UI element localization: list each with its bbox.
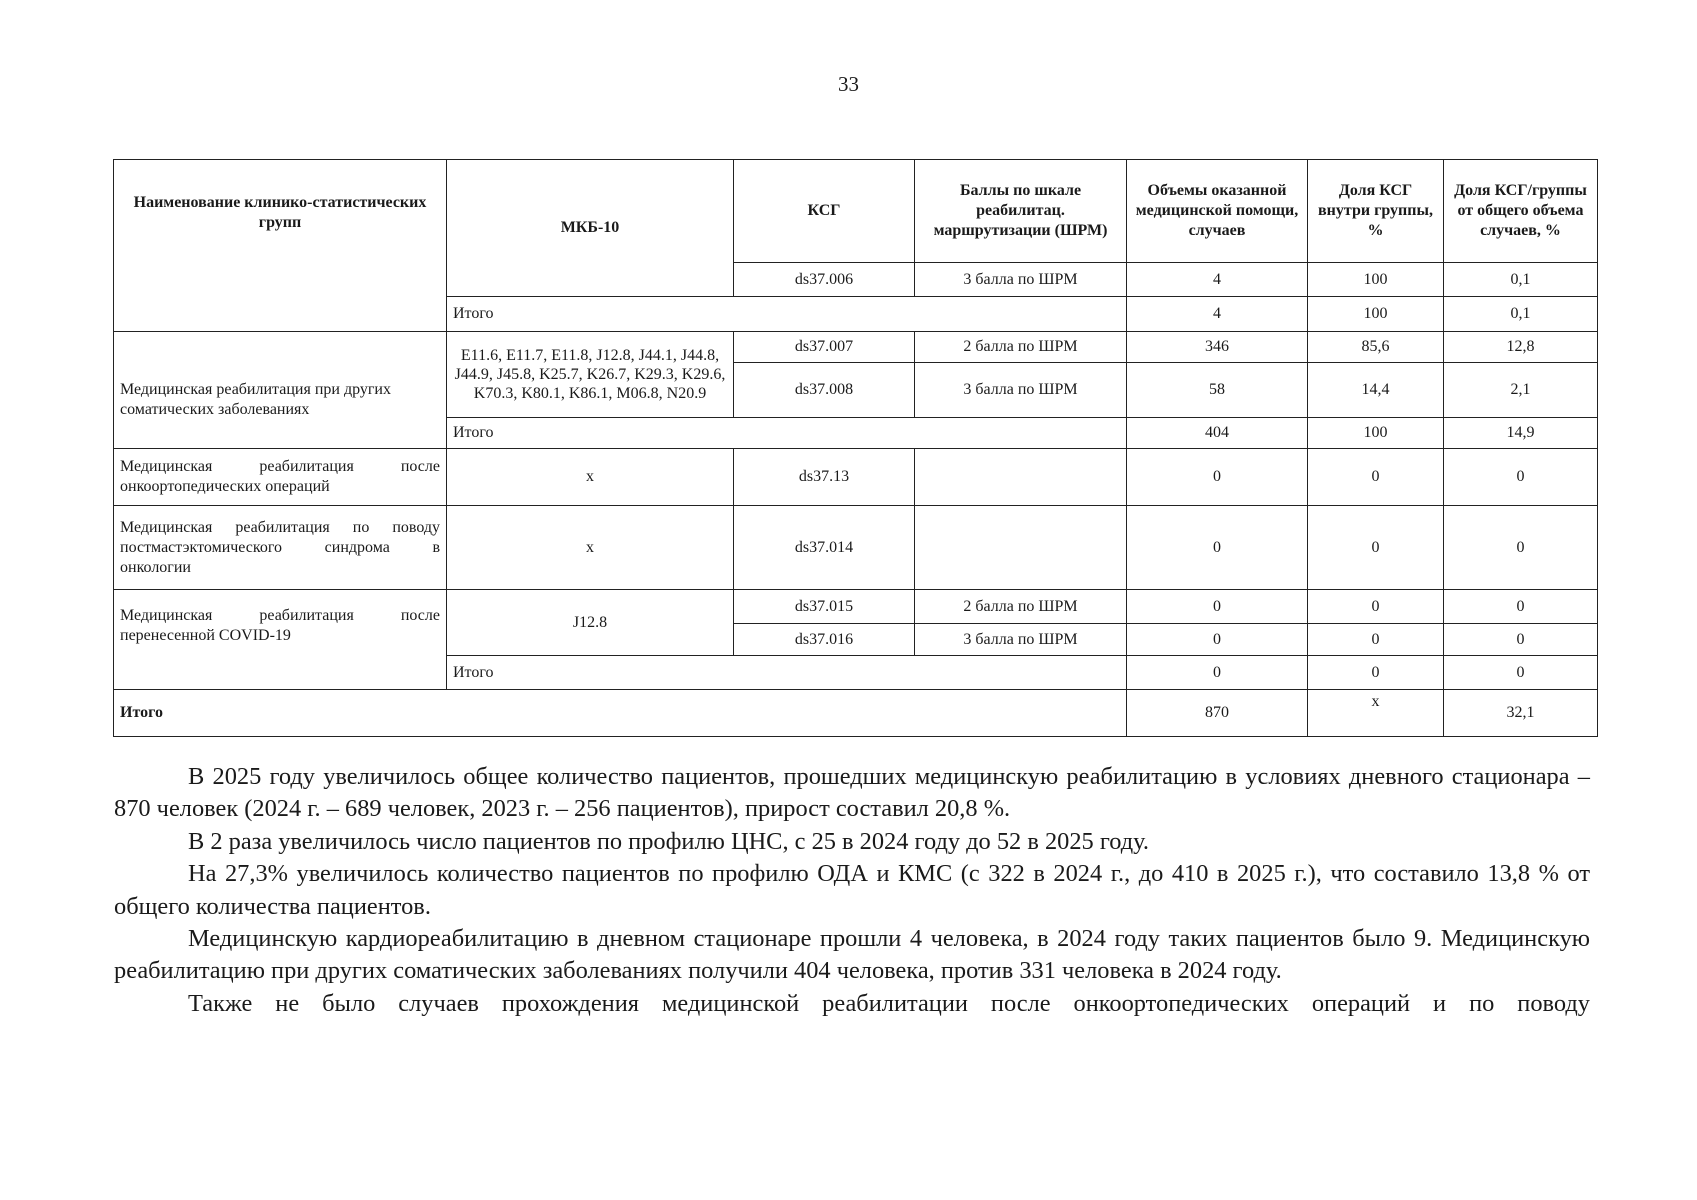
share-total-cell: 0,1 — [1444, 263, 1598, 297]
share-total-cell: 0 — [1444, 624, 1598, 656]
header-shrm: Баллы по шкале реабилитац. маршрутизации (ШРМ) — [915, 160, 1127, 263]
body-text — [114, 761, 1590, 1020]
grand-total-label: Итого — [114, 690, 1127, 737]
paragraph: Также не было случаев прохождения медицинской реабилитации после онкоортопедических операций и по поводу — [188, 989, 1590, 1017]
share-total-cell: 0 — [1444, 506, 1598, 590]
share-group-cell: 100 — [1308, 418, 1444, 449]
ksg-cell: ds37.014 — [734, 506, 915, 590]
volume-cell: 4 — [1127, 297, 1308, 332]
volume-cell: 870 — [1127, 690, 1308, 737]
share-total-cell: 12,8 — [1444, 332, 1598, 363]
group-name-cell — [114, 590, 447, 690]
header-row — [114, 160, 1598, 263]
volume-cell: 346 — [1127, 332, 1308, 363]
volume-cell: 0 — [1127, 656, 1308, 690]
group-name-cell: Медицинская реабилитация при других соматических заболеваниях — [114, 332, 447, 449]
share-group-cell: 0 — [1308, 506, 1444, 590]
grand-total-row — [114, 690, 1598, 737]
volume-cell: 0 — [1127, 590, 1308, 624]
mkb-cell: J12.8 — [447, 590, 734, 656]
subtotal-label: Итого — [447, 418, 1127, 449]
share-total-cell: 0 — [1444, 656, 1598, 690]
share-group-cell: 85,6 — [1308, 332, 1444, 363]
header-ksg: КСГ — [734, 160, 915, 263]
header-mkb: МКБ-10 — [447, 160, 734, 297]
table-row — [114, 449, 1598, 506]
table-row — [114, 590, 1598, 624]
share-total-cell: 32,1 — [1444, 690, 1598, 737]
share-group-cell: 0 — [1308, 624, 1444, 656]
header-share-group: Доля КСГ внутри группы, % — [1308, 160, 1444, 263]
volume-cell: 0 — [1127, 624, 1308, 656]
group-name-cell — [114, 506, 447, 590]
shrm-cell: 3 балла по ШРМ — [915, 363, 1127, 418]
volume-cell: 0 — [1127, 506, 1308, 590]
volume-cell: 0 — [1127, 449, 1308, 506]
mkb-cell: х — [447, 449, 734, 506]
group-name-line: Медицинская реабилитация после — [120, 458, 440, 475]
volume-cell: 4 — [1127, 263, 1308, 297]
share-group-cell: 0 — [1308, 656, 1444, 690]
shrm-cell — [915, 506, 1127, 590]
rehabilitation-table — [113, 159, 1598, 737]
ksg-cell: ds37.008 — [734, 363, 915, 418]
shrm-cell — [915, 449, 1127, 506]
group-name-line: постмастэктомического синдрома в — [120, 538, 440, 556]
paragraph: В 2025 году увеличилось общее количество пациентов, прошедших медицинскую реабилитацию в условиях дневного стационара – 870 человек (2024 г. – 689 человек, 2023 г. – 256 пациентов), прирост составил 20,8 %. — [114, 763, 1590, 823]
header-group: Наименование клинико-статистических групп — [114, 160, 447, 332]
ksg-cell: ds37.016 — [734, 624, 915, 656]
group-name-cell — [114, 449, 447, 506]
ksg-cell: ds37.007 — [734, 332, 915, 363]
share-total-cell: 14,9 — [1444, 418, 1598, 449]
paragraph: Медицинскую кардиореабилитацию в дневном стационаре прошли 4 человека, в 2024 году таких пациентов было 9. Медицинскую реабилитацию при других соматических заболеваниях получили 404 человека, против 331 человека в 2024 году. — [114, 925, 1590, 985]
share-group-cell: 0 — [1308, 449, 1444, 506]
share-group-cell: 100 — [1308, 297, 1444, 332]
group-name-line: перенесенной COVID-19 — [120, 626, 291, 644]
shrm-cell: 2 балла по ШРМ — [915, 590, 1127, 624]
header-share-total: Доля КСГ/группы от общего объема случаев, % — [1444, 160, 1598, 263]
shrm-cell: 2 балла по ШРМ — [915, 332, 1127, 363]
share-group-cell: 100 — [1308, 263, 1444, 297]
paragraph: На 27,3% увеличилось количество пациентов по профилю ОДА и КМС (с 322 в 2024 г., до 410 в 2025 г.), что составило 13,8 % от общего количества пациентов. — [114, 860, 1590, 920]
subtotal-label: Итого — [447, 656, 1127, 690]
volume-cell: 58 — [1127, 363, 1308, 418]
share-total-cell: 0 — [1444, 449, 1598, 506]
share-total-cell: 0 — [1444, 590, 1598, 624]
ksg-cell: ds37.13 — [734, 449, 915, 506]
group-name-line: Медицинская реабилитация после — [120, 606, 440, 624]
paragraph: В 2 раза увеличилось число пациентов по профилю ЦНС, с 25 в 2024 году до 52 в 2025 году. — [188, 827, 1149, 855]
share-group-cell: 14,4 — [1308, 363, 1444, 418]
group-name-line: Медицинская реабилитация по поводу — [120, 518, 440, 536]
group-name-line: онкологии — [120, 558, 191, 576]
mkb-cell: х — [447, 506, 734, 590]
shrm-cell: 3 балла по ШРМ — [915, 263, 1127, 297]
header-volume: Объемы оказанной медицинской помощи, случаев — [1127, 160, 1308, 263]
subtotal-label: Итого — [447, 297, 1127, 332]
volume-cell: 404 — [1127, 418, 1308, 449]
mkb-cell: E11.6, E11.7, E11.8, J12.8, J44.1, J44.8, J44.9, J45.8, K25.7, K26.7, K29.3, K29.6, K70.3, K80.1, K86.1, M06.8, N20.9 — [447, 332, 734, 418]
ksg-cell: ds37.015 — [734, 590, 915, 624]
shrm-cell: 3 балла по ШРМ — [915, 624, 1127, 656]
table-row — [114, 332, 1598, 363]
share-total-cell: 0,1 — [1444, 297, 1598, 332]
group-name-line: онкоортопедических операций — [120, 478, 330, 495]
share-group-cell: х — [1308, 690, 1444, 737]
page-number: 33 — [838, 72, 859, 96]
share-group-cell: 0 — [1308, 590, 1444, 624]
ksg-cell: ds37.006 — [734, 263, 915, 297]
share-total-cell: 2,1 — [1444, 363, 1598, 418]
table-row — [114, 506, 1598, 590]
